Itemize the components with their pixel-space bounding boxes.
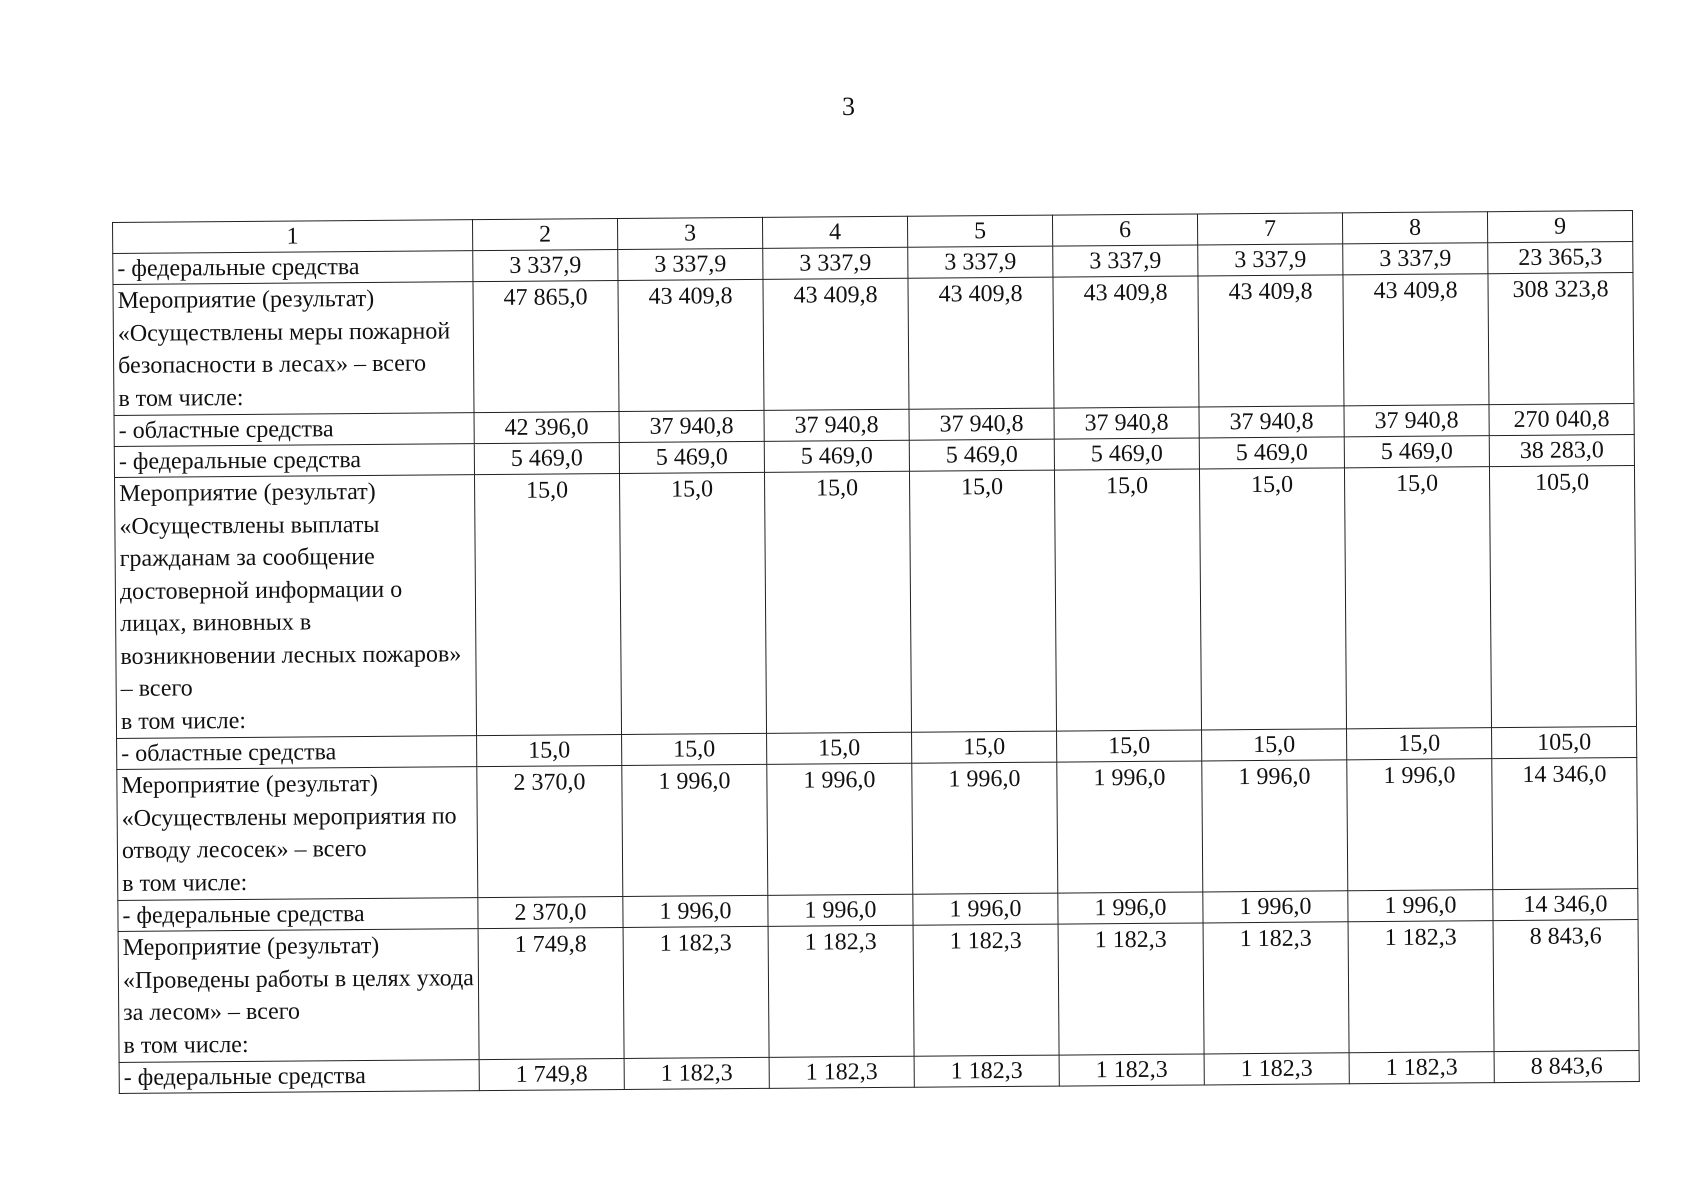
header-cell: 2 [472, 219, 617, 251]
value-cell: 15,0 [477, 735, 622, 767]
row-label-cell [118, 929, 479, 1063]
value-cell: 37 940,8 [1344, 405, 1489, 437]
value-cell: 43 409,8 [763, 278, 909, 410]
value-cell: 43 409,8 [618, 279, 764, 411]
value-cell: 1 749,8 [479, 1059, 624, 1091]
value-cell: 3 337,9 [908, 246, 1053, 278]
value-cell: 1 996,0 [1347, 759, 1493, 891]
value-cell: 5 469,0 [1344, 436, 1489, 468]
row-label: Мероприятие (результат) «Проведены работы в целях ухода за лесом» – всего [122, 932, 475, 1026]
row-label: - федеральные средства [117, 254, 360, 282]
value-cell: 15,0 [1202, 729, 1347, 761]
value-cell: 1 996,0 [1203, 891, 1348, 923]
total-value-cell: 14 346,0 [1493, 889, 1638, 921]
value-cell: 3 337,9 [1198, 244, 1343, 276]
value-cell: 1 182,3 [1348, 921, 1494, 1053]
value-cell: 1 182,3 [1203, 922, 1349, 1054]
value-cell: 1 996,0 [913, 893, 1058, 925]
value-cell: 5 469,0 [619, 441, 764, 473]
value-cell: 15,0 [909, 470, 1056, 732]
total-value-cell: 308 323,8 [1488, 273, 1634, 405]
total-value-cell: 8 843,6 [1493, 920, 1639, 1052]
value-cell: 1 182,3 [914, 1055, 1059, 1087]
value-cell: 15,0 [622, 733, 767, 765]
row-label: Мероприятие (результат) «Осуществлены меры пожарной безопасности в лесах» – всего [117, 285, 451, 379]
row-label-cell [114, 444, 474, 478]
measure-row [117, 758, 1638, 901]
row-label: - федеральные средства [123, 1063, 366, 1091]
value-cell: 1 182,3 [768, 925, 914, 1057]
row-label: - федеральные средства [122, 901, 365, 929]
value-cell: 1 182,3 [1058, 923, 1204, 1055]
value-cell: 15,0 [1057, 730, 1202, 762]
value-cell: 15,0 [1347, 728, 1492, 760]
total-value-cell: 105,0 [1489, 466, 1636, 728]
value-cell: 43 409,8 [1343, 274, 1489, 406]
value-cell: 5 469,0 [1199, 437, 1344, 469]
page-number: 3 [842, 92, 855, 121]
total-value-cell: 270 040,8 [1489, 404, 1634, 436]
value-cell: 1 749,8 [478, 928, 624, 1060]
row-label: - областные средства [121, 739, 337, 767]
header-cell: 5 [907, 215, 1052, 247]
value-cell: 1 996,0 [912, 762, 1058, 894]
value-cell: 37 940,8 [1199, 406, 1344, 438]
value-cell: 5 469,0 [909, 439, 1054, 471]
value-cell: 1 996,0 [623, 895, 768, 927]
value-cell: 3 337,9 [1053, 245, 1198, 277]
value-cell: 5 469,0 [1054, 438, 1199, 470]
row-label-cell [115, 475, 477, 739]
value-cell: 1 182,3 [1059, 1054, 1204, 1086]
value-cell: 15,0 [474, 474, 621, 736]
value-cell: 3 337,9 [618, 248, 763, 280]
value-cell: 3 337,9 [1343, 243, 1488, 275]
value-cell: 1 996,0 [1348, 890, 1493, 922]
value-cell: 37 940,8 [909, 408, 1054, 440]
value-cell: 1 182,3 [913, 924, 1059, 1056]
value-cell: 1 996,0 [622, 764, 768, 896]
value-cell: 15,0 [767, 732, 912, 764]
budget-table-wrapper [112, 210, 1639, 1094]
row-label: - федеральные средства [118, 447, 362, 475]
value-cell: 1 182,3 [769, 1056, 914, 1088]
value-cell: 1 182,3 [623, 926, 769, 1058]
table-body [113, 211, 1640, 1094]
value-cell: 15,0 [1054, 469, 1201, 731]
value-cell: 1 996,0 [1057, 761, 1203, 893]
row-label-cell [113, 251, 473, 285]
total-value-cell: 14 346,0 [1492, 758, 1638, 890]
value-cell: 37 940,8 [764, 409, 909, 441]
value-cell: 1 996,0 [1058, 892, 1203, 924]
total-value-cell: 105,0 [1492, 727, 1637, 759]
header-cell: 1 [113, 220, 473, 254]
value-cell: 5 469,0 [474, 443, 619, 475]
value-cell: 43 409,8 [908, 277, 1054, 409]
row-note: в том числе: [123, 1031, 249, 1059]
value-cell: 1 996,0 [767, 763, 913, 895]
value-cell: 15,0 [619, 472, 766, 734]
measure-row [113, 273, 1634, 416]
row-label-cell [117, 767, 478, 901]
header-cell: 6 [1052, 214, 1197, 246]
header-cell: 9 [1487, 211, 1632, 243]
row-label: Мероприятие (результат) «Осуществлены выплаты гражданам за сообщение достоверной информации о лицах, виновных в возникновении лесных пожаров» – всего [119, 478, 462, 702]
value-cell: 43 409,8 [1198, 275, 1344, 407]
header-cell: 3 [617, 217, 762, 249]
total-value-cell: 8 843,6 [1494, 1051, 1639, 1083]
row-label-cell [117, 736, 477, 770]
value-cell: 1 182,3 [1349, 1052, 1494, 1084]
row-note: в том числе: [122, 869, 248, 897]
value-cell: 42 396,0 [474, 412, 619, 444]
value-cell: 3 337,9 [763, 247, 908, 279]
value-cell: 15,0 [764, 471, 911, 733]
value-cell: 1 996,0 [1202, 760, 1348, 892]
budget-table [112, 210, 1640, 1094]
row-label: Мероприятие (результат) «Осуществлены мероприятия по отводу лесосек» – всего [121, 770, 457, 864]
header-cell: 7 [1197, 213, 1342, 245]
value-cell: 1 182,3 [624, 1057, 769, 1089]
row-label-cell [114, 413, 474, 447]
value-cell: 37 940,8 [1054, 407, 1199, 439]
value-cell: 1 996,0 [768, 894, 913, 926]
total-value-cell: 38 283,0 [1489, 435, 1634, 467]
row-label-cell [113, 282, 474, 416]
row-note: в том числе: [120, 707, 247, 735]
value-cell: 2 370,0 [478, 897, 623, 929]
value-cell: 47 865,0 [473, 281, 619, 413]
value-cell: 37 940,8 [619, 410, 764, 442]
total-value-cell: 23 365,3 [1488, 242, 1633, 274]
measure-row [115, 466, 1637, 739]
value-cell: 15,0 [1199, 468, 1346, 730]
value-cell: 15,0 [912, 731, 1057, 763]
value-cell: 3 337,9 [473, 250, 618, 282]
value-cell: 5 469,0 [764, 440, 909, 472]
header-cell: 4 [762, 216, 907, 248]
value-cell: 1 182,3 [1204, 1053, 1349, 1085]
value-cell: 2 370,0 [477, 766, 623, 898]
row-label-cell [119, 1060, 479, 1094]
row-label-cell [118, 898, 478, 932]
row-note: в том числе: [118, 384, 244, 412]
header-cell: 8 [1342, 212, 1487, 244]
measure-row [118, 920, 1639, 1063]
row-label: - областные средства [118, 416, 334, 444]
value-cell: 15,0 [1344, 467, 1491, 729]
value-cell: 43 409,8 [1053, 276, 1199, 408]
